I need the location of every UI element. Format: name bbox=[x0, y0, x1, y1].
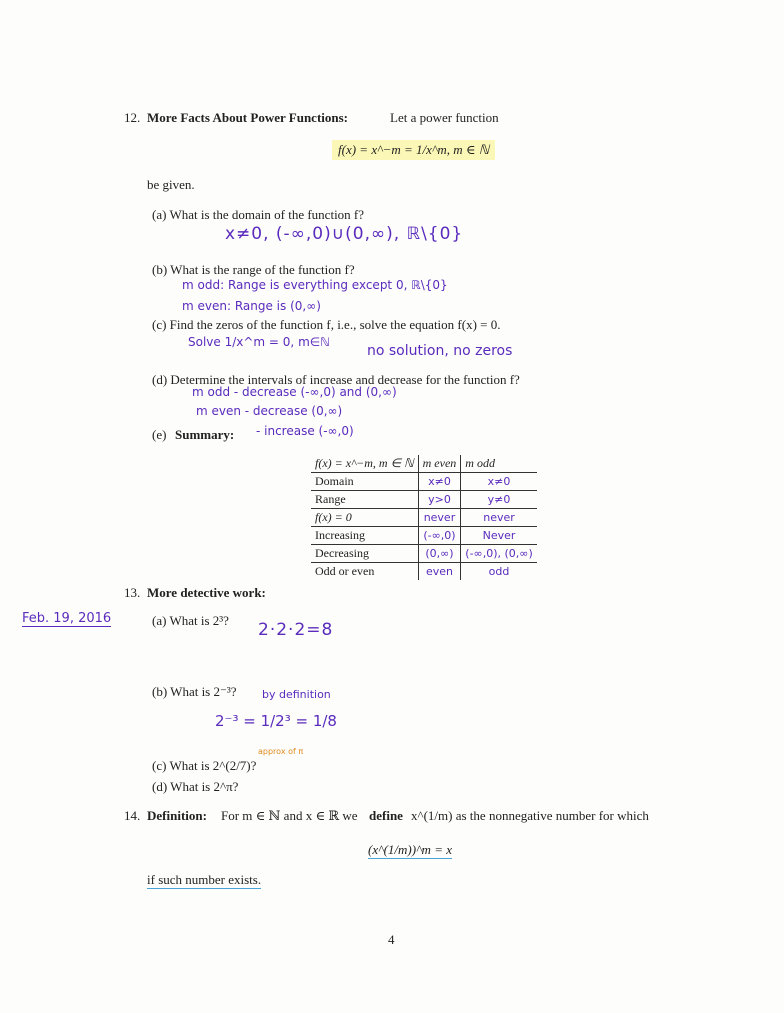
q13c-note: approx of π bbox=[258, 747, 304, 756]
q12b-label: (b) What is the range of the function f? bbox=[152, 262, 355, 277]
row-label: Domain bbox=[311, 473, 418, 491]
q12-intro: Let a power function bbox=[390, 110, 499, 125]
row-label: Range bbox=[311, 491, 418, 509]
q14-number: 14. bbox=[124, 808, 141, 823]
q14-text2: x^(1/m) as the nonnegative number for which bbox=[411, 808, 649, 823]
cell-odd: odd bbox=[461, 563, 537, 581]
q14-text1: For m ∈ ℕ and x ∈ ℝ we bbox=[221, 808, 358, 823]
q12e-title: Summary: bbox=[175, 427, 235, 442]
date-note: Feb. 19, 2016 bbox=[22, 611, 112, 626]
q12b-answer-odd: m odd: Range is everything except 0, ℝ\{0} bbox=[182, 278, 448, 292]
cell-odd: Never bbox=[461, 527, 537, 545]
q12c-answer-result: no solution, no zeros bbox=[367, 343, 513, 359]
q12e-label: (e) bbox=[152, 427, 167, 442]
cell-even: x≠0 bbox=[418, 473, 461, 491]
q12-number: 12. bbox=[124, 110, 141, 125]
q12-given: be given. bbox=[147, 177, 195, 192]
q13b-note: by definition bbox=[262, 688, 331, 701]
q13b-label: (b) What is 2⁻³? bbox=[152, 684, 237, 699]
q13a-answer: 2·2·2=8 bbox=[258, 620, 334, 640]
cell-odd: (-∞,0), (0,∞) bbox=[461, 545, 537, 563]
q12d-answer-even: m even - decrease (0,∞) bbox=[196, 404, 343, 418]
cell-even: (0,∞) bbox=[418, 545, 461, 563]
row-label: f(x) = 0 bbox=[311, 509, 418, 527]
q12d-answer-increase: - increase (-∞,0) bbox=[256, 424, 354, 438]
summary-header-m-even: m even bbox=[418, 455, 461, 473]
q12-formula: f(x) = x^−m = 1/x^m, m ∈ ℕ bbox=[332, 140, 495, 160]
q12c-label: (c) Find the zeros of the function f, i.e., solve the equation f(x) = 0. bbox=[152, 317, 501, 332]
q13b-answer: 2⁻³ = 1/2³ = 1/8 bbox=[215, 712, 337, 730]
q13d-label: (d) What is 2^π? bbox=[152, 779, 239, 794]
q13-number: 13. bbox=[124, 585, 141, 600]
q12-title: More Facts About Power Functions: bbox=[147, 110, 348, 125]
summary-header-m-odd: m odd bbox=[461, 455, 537, 473]
cell-even: y>0 bbox=[418, 491, 461, 509]
summary-table-header bbox=[311, 455, 537, 473]
q13-title: More detective work: bbox=[147, 585, 266, 600]
summary-table bbox=[311, 455, 537, 580]
table-row bbox=[311, 545, 537, 563]
q12d-label: (d) Determine the intervals of increase and decrease for the function f? bbox=[152, 372, 520, 387]
q14-tail: if such number exists. bbox=[147, 872, 262, 887]
table-row bbox=[311, 509, 537, 527]
q12b-answer-even: m even: Range is (0,∞) bbox=[182, 299, 321, 313]
cell-even: even bbox=[418, 563, 461, 581]
q13c-label: (c) What is 2^(2/7)? bbox=[152, 758, 257, 773]
row-label: Increasing bbox=[311, 527, 418, 545]
q12c-answer-solve: Solve 1/x^m = 0, m∈ℕ bbox=[188, 335, 330, 349]
q14-formula: (x^(1/m))^m = x bbox=[368, 842, 452, 857]
table-row bbox=[311, 563, 537, 581]
q12a-label: (a) What is the domain of the function f? bbox=[152, 207, 365, 222]
cell-odd: x≠0 bbox=[461, 473, 537, 491]
cell-odd: never bbox=[461, 509, 537, 527]
cell-even: never bbox=[418, 509, 461, 527]
q12d-answer-odd: m odd - decrease (-∞,0) and (0,∞) bbox=[192, 385, 397, 399]
page-number: 4 bbox=[388, 932, 395, 947]
table-row bbox=[311, 473, 537, 491]
table-row bbox=[311, 491, 537, 509]
row-label: Odd or even bbox=[315, 564, 375, 578]
table-row bbox=[311, 527, 537, 545]
q13a-label: (a) What is 2³? bbox=[152, 613, 229, 628]
cell-even: (-∞,0) bbox=[418, 527, 461, 545]
q12a-answer: x≠0, (-∞,0)∪(0,∞), ℝ\{0} bbox=[225, 224, 464, 244]
row-label: Decreasing bbox=[311, 545, 418, 563]
q14-title: Definition: bbox=[147, 808, 207, 823]
cell-odd: y≠0 bbox=[461, 491, 537, 509]
q14-define: define bbox=[369, 808, 403, 823]
summary-header-function: f(x) = x^−m, m ∈ ℕ bbox=[311, 455, 418, 473]
